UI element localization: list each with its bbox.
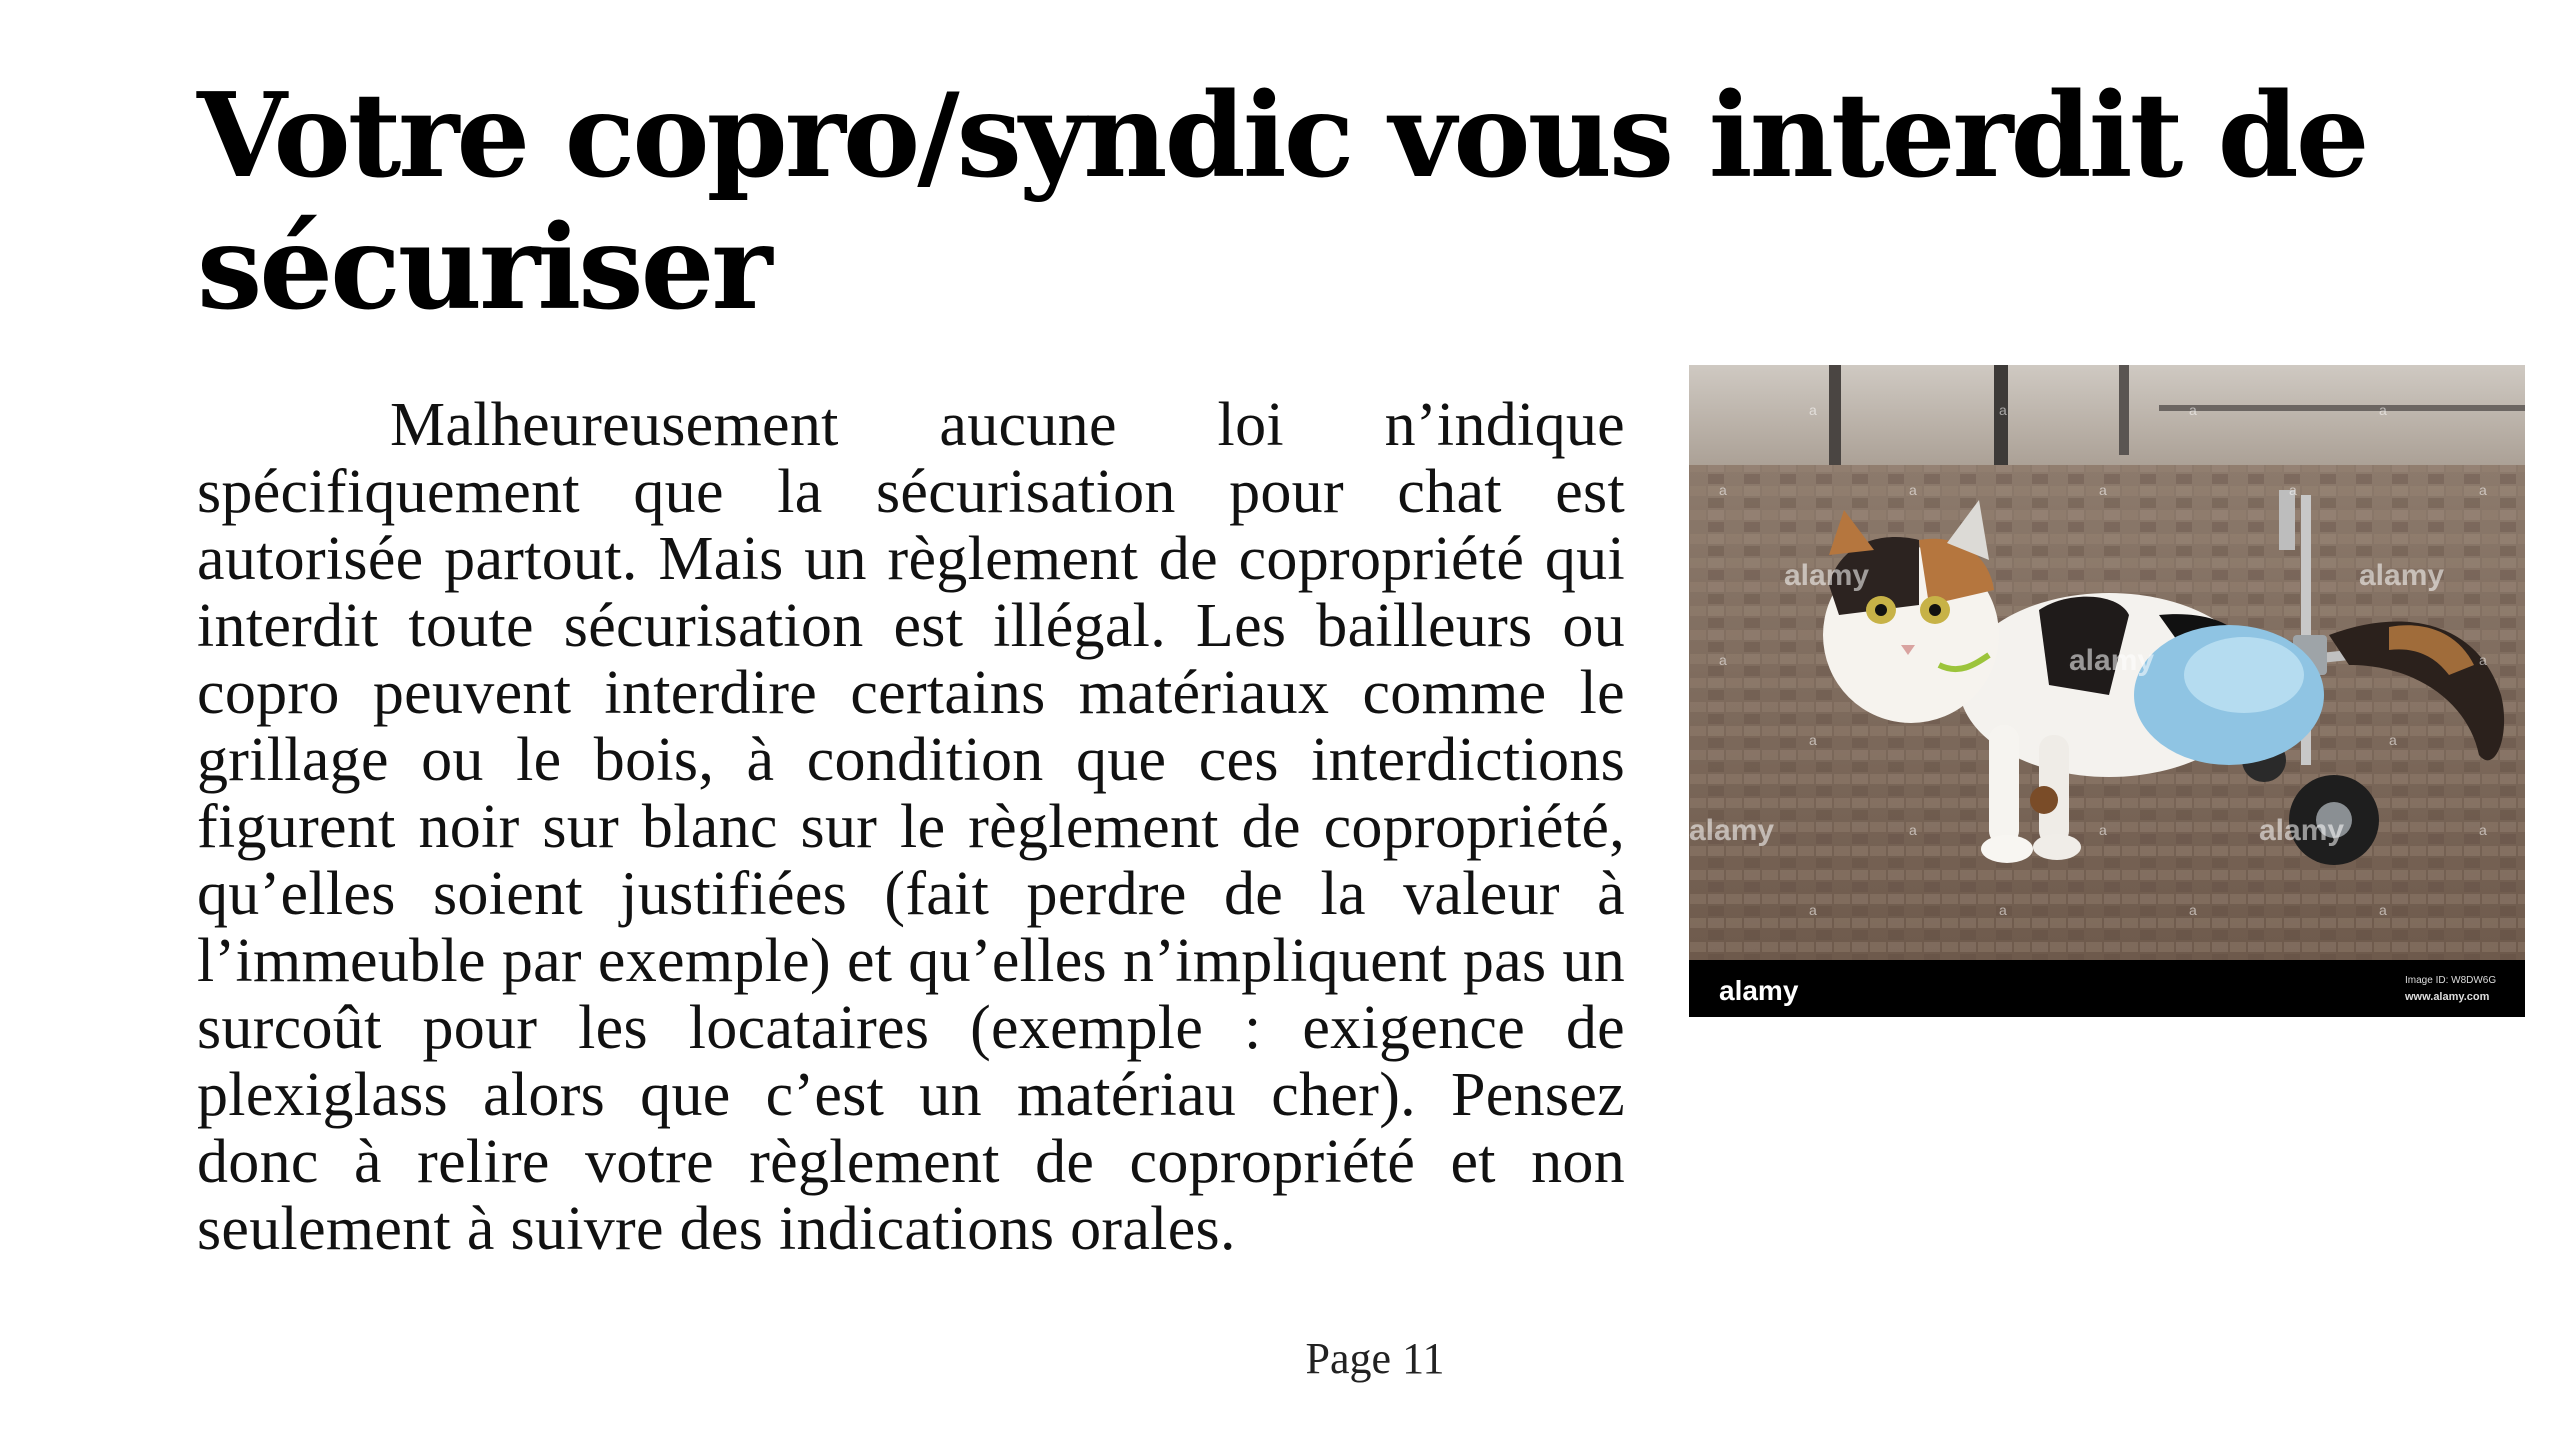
svg-text:a: a	[2189, 902, 2197, 918]
svg-text:a: a	[1999, 902, 2007, 918]
svg-text:alamy: alamy	[2359, 559, 2445, 592]
svg-text:alamy: alamy	[2259, 814, 2345, 847]
svg-text:a: a	[2379, 902, 2387, 918]
svg-text:a: a	[2099, 822, 2107, 838]
image-id: Image ID: W8DW6G	[2405, 975, 2497, 986]
svg-text:a: a	[2379, 402, 2387, 418]
svg-text:a: a	[2289, 482, 2297, 498]
svg-text:alamy: alamy	[1784, 559, 1870, 592]
watermark-logo: alamy	[1719, 975, 1799, 1006]
svg-text:alamy: alamy	[1689, 814, 1775, 847]
image-site: www.alamy.com	[2405, 991, 2490, 1003]
cat-wheelchair-photo	[1689, 365, 2525, 1017]
svg-text:a: a	[2479, 482, 2487, 498]
svg-text:a: a	[1719, 482, 1727, 498]
svg-text:a: a	[2479, 822, 2487, 838]
svg-text:a: a	[1809, 902, 1817, 918]
svg-text:a: a	[1999, 402, 2007, 418]
svg-text:a: a	[1719, 652, 1727, 668]
page-number: Page 11	[1305, 1334, 1445, 1383]
svg-text:a: a	[1909, 482, 1917, 498]
svg-text:a: a	[2479, 652, 2487, 668]
svg-text:alamy: alamy	[2069, 644, 2155, 677]
svg-text:a: a	[1909, 822, 1917, 838]
svg-text:a: a	[1809, 732, 1817, 748]
page-title: Votre copro/syndic vous interdit de sécuriser	[197, 68, 2367, 336]
svg-text:a: a	[2099, 482, 2107, 498]
svg-text:a: a	[2389, 732, 2397, 748]
body-paragraph: Malheureusement aucune loi n’indique spécifiquement que la sécurisation pour chat est autorisée partout. Mais un règlement de copropriété qui interdit toute sécurisation est illégal. Les bailleurs ou copro peuvent interdire certains matériaux comme le grillage ou le bois, à condition que ces interdictions figurent noir sur blanc sur le règlement de copropriété, qu’elles soient justifiées (fait perdre de la valeur à l’immeuble par exemple) et qu’elles n’impliquent pas un surcoût pour les locataires (exemple : exigence de plexiglass alors que c’est un matériau cher). Pensez donc à relire votre règlement de copropriété et non seulement à suivre des indications orales.	[197, 391, 1625, 1263]
svg-text:a: a	[2189, 402, 2197, 418]
svg-text:a: a	[1809, 402, 1817, 418]
